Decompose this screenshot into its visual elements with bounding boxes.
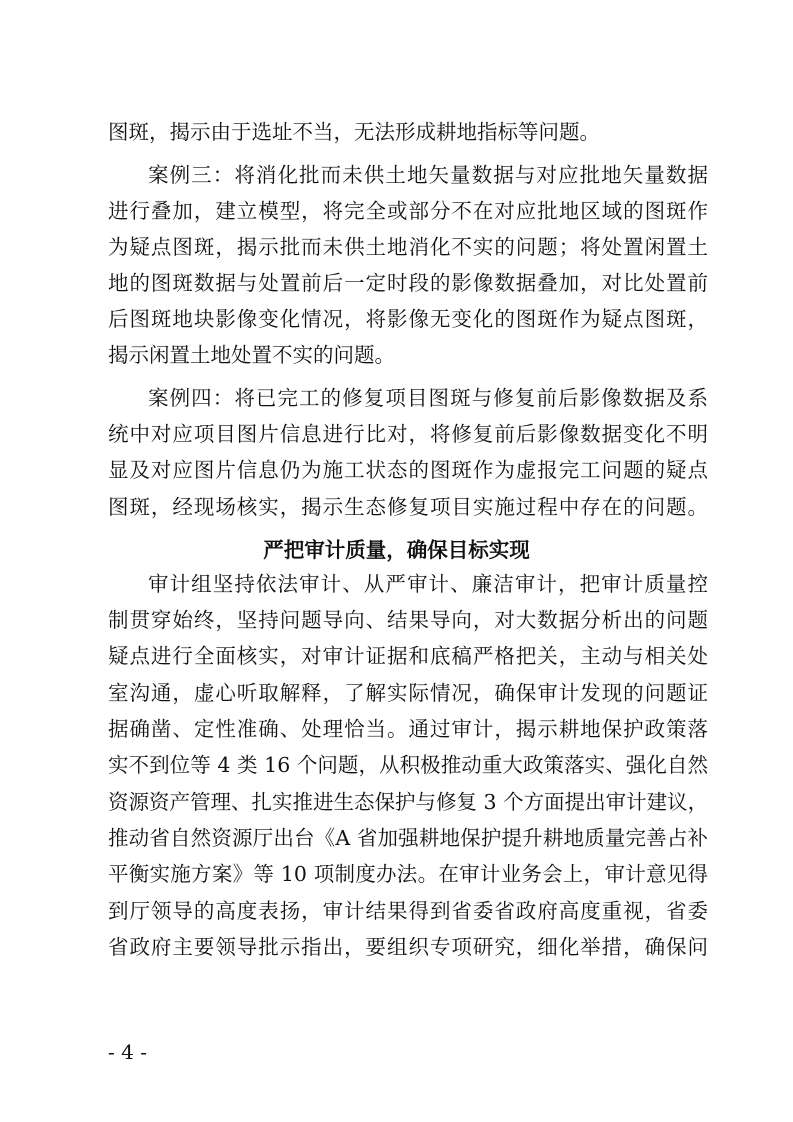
text-line: 实不到位等 4 类 16 个问题，从积极推动重大政策落实、强化自然 (108, 753, 708, 777)
section-heading: 严把审计质量，确保目标实现 (263, 538, 530, 562)
text-line: 审计组坚持依法审计、从严审计、廉洁审计，把审计质量控 (148, 572, 708, 596)
text-line: 据确凿、定性准确、处理恰当。通过审计，揭示耕地保护政策落 (108, 717, 708, 741)
text-line: 案例四：将已完工的修复项目图斑与修复前后影像数据及系 (148, 386, 708, 410)
text-line: 案例三：将消化批而未供土地矢量数据与对应批地矢量数据 (148, 163, 708, 187)
text-line: 推动省自然资源厅出台《A 省加强耕地保护提升耕地质量完善占补 (108, 826, 708, 850)
text-line: 显及对应图片信息仍为施工状态的图斑作为虚报完工问题的疑点 (108, 458, 708, 482)
text-line: 平衡实施方案》等 10 项制度办法。在审计业务会上，审计意见得 (108, 862, 708, 886)
text-line: 揭示闲置土地处置不实的问题。 (108, 343, 395, 367)
text-line: 资源资产管理、扎实推进生态保护与修复 3 个方面提出审计建议， (108, 790, 709, 814)
text-line: 统中对应项目图片信息进行比对，将修复前后影像数据变化不明 (108, 422, 708, 446)
text-line: 省政府主要领导批示指出，要组织专项研究，细化举措，确保问 (108, 935, 708, 959)
text-line: 后图斑地块影像变化情况，将影像无变化的图斑作为疑点图斑， (108, 307, 708, 331)
text-line: 为疑点图斑，揭示批而未供土地消化不实的问题；将处置闲置土 (108, 235, 708, 259)
page-number: - 4 - (108, 1040, 147, 1064)
text-line: 进行叠加，建立模型，将完全或部分不在对应批地区域的图斑作 (108, 199, 708, 223)
text-line: 制贯穿始终，坚持问题导向、结果导向，对大数据分析出的问题 (108, 608, 708, 632)
text-line: 图斑，揭示由于选址不当，无法形成耕地指标等问题。 (108, 120, 600, 144)
text-line: 图斑，经现场核实，揭示生态修复项目实施过程中存在的问题。 (108, 495, 708, 519)
text-line: 到厅领导的高度表扬，审计结果得到省委省政府高度重视，省委 (108, 899, 708, 923)
text-line: 疑点进行全面核实，对审计证据和底稿严格把关，主动与相关处 (108, 644, 708, 668)
text-line: 室沟通，虚心听取解释，了解实际情况，确保审计发现的问题证 (108, 681, 708, 705)
text-line: 地的图斑数据与处置前后一定时段的影像数据叠加，对比处置前 (108, 271, 708, 295)
